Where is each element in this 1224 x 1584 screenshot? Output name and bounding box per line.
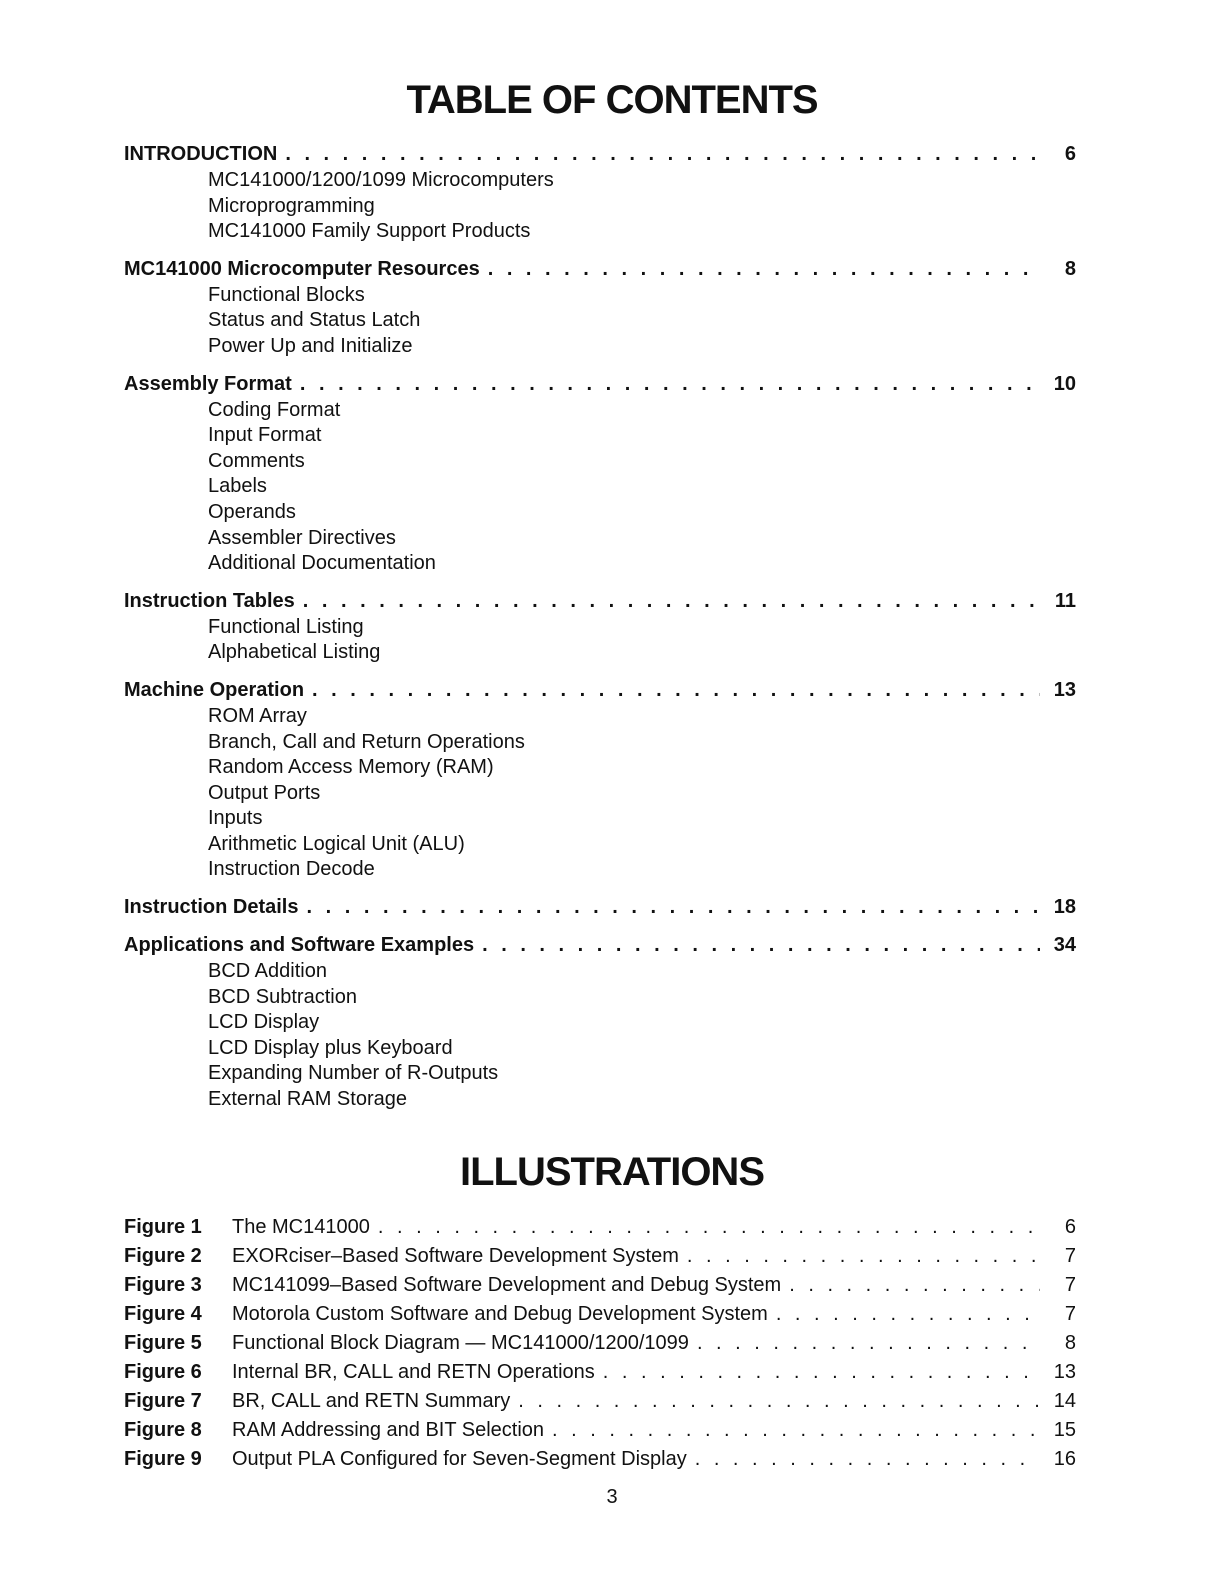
figure-title: Functional Block Diagram — MC141000/1200/1099 <box>232 1332 689 1354</box>
figure-entry[interactable] <box>124 1242 1076 1271</box>
figure-title: Output PLA Configured for Seven-Segment Display <box>232 1448 687 1470</box>
toc-subsection-list <box>124 398 1076 577</box>
leader-dots <box>518 1387 1040 1416</box>
toc-subsection: Expanding Number of R-Outputs <box>208 1062 499 1085</box>
figure-label: Figure 4 <box>124 1303 202 1325</box>
toc-subsection: Additional Documentation <box>208 552 436 575</box>
figure-label: Figure 3 <box>124 1274 202 1296</box>
toc-subsection-list <box>124 168 1076 245</box>
figure-page: 7 <box>1064 1274 1076 1296</box>
figure-label: Figure 6 <box>124 1361 202 1383</box>
toc-subsection: Functional Blocks <box>208 283 365 306</box>
toc-section <box>124 255 1076 360</box>
figure-label: Figure 5 <box>124 1332 202 1354</box>
toc-entry-page: 6 <box>1064 143 1076 165</box>
figure-page: 15 <box>1053 1419 1076 1441</box>
toc-section <box>124 676 1076 883</box>
toc-subsection: Status and Status Latch <box>208 309 421 332</box>
toc-subsection: External RAM Storage <box>208 1088 407 1111</box>
figure-title: BR, CALL and RETN Summary <box>232 1390 511 1412</box>
illustrations-list <box>124 1213 1076 1474</box>
toc-entry[interactable] <box>124 370 1076 398</box>
figure-label: Figure 7 <box>124 1390 202 1412</box>
toc-subsection: BCD Subtraction <box>208 985 357 1008</box>
toc-entry-title: MC141000 Microcomputer Resources <box>124 257 480 280</box>
toc-subsection: BCD Addition <box>208 960 327 983</box>
toc-subsection: MC141000 Family Support Products <box>208 220 531 243</box>
toc-entry-page: 34 <box>1053 934 1076 957</box>
toc-heading: TABLE OF CONTENTS <box>406 78 818 122</box>
toc-subsection: LCD Display plus Keyboard <box>208 1036 453 1059</box>
figure-title: Internal BR, CALL and RETN Operations <box>232 1361 595 1383</box>
leader-dots <box>303 587 1040 615</box>
toc-entry-page: 10 <box>1053 372 1076 395</box>
toc-subsection: Functional Listing <box>208 615 364 638</box>
leader-dots <box>603 1358 1040 1387</box>
toc-subsection-list <box>124 959 1076 1113</box>
toc-section <box>124 140 1076 245</box>
figure-page: 16 <box>1053 1448 1076 1470</box>
toc-subsection: Power Up and Initialize <box>208 334 413 357</box>
toc-subsection: Branch, Call and Return Operations <box>208 730 525 753</box>
toc-subsection: Assembler Directives <box>208 526 396 549</box>
leader-dots <box>285 140 1040 168</box>
leader-dots <box>482 931 1040 959</box>
figure-page: 13 <box>1053 1361 1076 1383</box>
toc-subsection: Coding Format <box>208 398 341 421</box>
figure-label: Figure 2 <box>124 1245 202 1267</box>
leader-dots <box>306 893 1040 921</box>
toc-entry-title: INTRODUCTION <box>124 143 278 165</box>
leader-dots <box>697 1329 1040 1358</box>
toc-section <box>124 370 1076 577</box>
toc-subsection-list <box>124 615 1076 666</box>
toc-subsection: Random Access Memory (RAM) <box>208 756 494 779</box>
toc-entry-title: Assembly Format <box>124 372 292 395</box>
page-number: 3 <box>606 1486 618 1508</box>
toc-subsection: Comments <box>208 449 305 472</box>
toc-subsection: Instruction Decode <box>208 858 375 881</box>
toc-entry-page: 18 <box>1053 896 1076 919</box>
figure-entry[interactable] <box>124 1445 1076 1474</box>
toc-subsection: LCD Display <box>208 1011 320 1034</box>
leader-dots <box>776 1300 1040 1329</box>
toc-entry-title: Instruction Details <box>124 896 299 919</box>
toc-section <box>124 893 1076 921</box>
figure-entry[interactable] <box>124 1358 1076 1387</box>
toc-subsection-list <box>124 283 1076 360</box>
toc-section <box>124 931 1076 1113</box>
figure-title: The MC141000 <box>232 1216 370 1238</box>
figure-page: 7 <box>1064 1303 1076 1325</box>
toc-subsection: Microprogramming <box>208 194 375 217</box>
figure-title: EXORciser–Based Software Development System <box>232 1245 679 1267</box>
figure-label: Figure 9 <box>124 1448 202 1470</box>
toc-entry-page: 8 <box>1064 257 1076 280</box>
figure-entry[interactable] <box>124 1416 1076 1445</box>
figure-entry[interactable] <box>124 1329 1076 1358</box>
toc-subsection: Output Ports <box>208 781 321 804</box>
toc-subsection: Operands <box>208 500 296 523</box>
toc-entry-page: 13 <box>1053 678 1076 701</box>
toc-subsection: MC141000/1200/1099 Microcomputers <box>208 169 554 191</box>
figure-label: Figure 1 <box>124 1216 202 1238</box>
figure-page: 7 <box>1064 1245 1076 1267</box>
toc-entry[interactable] <box>124 587 1076 615</box>
toc-subsection: Labels <box>208 475 267 498</box>
toc-subsection-list <box>124 704 1076 883</box>
toc-section <box>124 587 1076 666</box>
figure-entry[interactable] <box>124 1300 1076 1329</box>
leader-dots <box>300 370 1040 398</box>
toc-subsection: Input Format <box>208 424 322 447</box>
leader-dots <box>552 1416 1040 1445</box>
leader-dots <box>378 1213 1040 1242</box>
figure-label: Figure 8 <box>124 1419 202 1441</box>
figure-page: 14 <box>1053 1390 1076 1412</box>
leader-dots <box>789 1271 1040 1300</box>
toc-entry[interactable] <box>124 140 1076 168</box>
leader-dots <box>687 1242 1040 1271</box>
figure-title: MC141099–Based Software Development and Debug System <box>232 1274 782 1296</box>
figure-entry[interactable] <box>124 1213 1076 1242</box>
figure-page: 8 <box>1064 1332 1076 1354</box>
figure-title: Motorola Custom Software and Debug Development System <box>232 1303 768 1325</box>
toc-subsection: Arithmetic Logical Unit (ALU) <box>208 832 465 855</box>
figure-page: 6 <box>1064 1216 1076 1238</box>
toc-entry[interactable] <box>124 676 1076 704</box>
toc-entry-title: Instruction Tables <box>124 589 295 612</box>
figure-entry[interactable] <box>124 1271 1076 1300</box>
toc-subsection: Inputs <box>208 807 263 830</box>
toc-entry-title: Machine Operation <box>124 678 305 701</box>
leader-dots <box>695 1445 1040 1474</box>
table-of-contents <box>124 140 1076 1123</box>
toc-subsection: ROM Array <box>208 704 307 727</box>
toc-entry-page: 11 <box>1054 589 1076 612</box>
figure-entry[interactable] <box>124 1387 1076 1416</box>
figure-title: RAM Addressing and BIT Selection <box>232 1419 545 1441</box>
leader-dots <box>312 676 1040 704</box>
leader-dots <box>488 255 1040 283</box>
toc-entry[interactable] <box>124 931 1076 959</box>
toc-entry[interactable] <box>124 893 1076 921</box>
illustrations-heading: ILLUSTRATIONS <box>459 1150 764 1194</box>
toc-subsection: Alphabetical Listing <box>208 641 381 664</box>
toc-entry[interactable] <box>124 255 1076 283</box>
toc-entry-title: Applications and Software Examples <box>124 934 475 957</box>
